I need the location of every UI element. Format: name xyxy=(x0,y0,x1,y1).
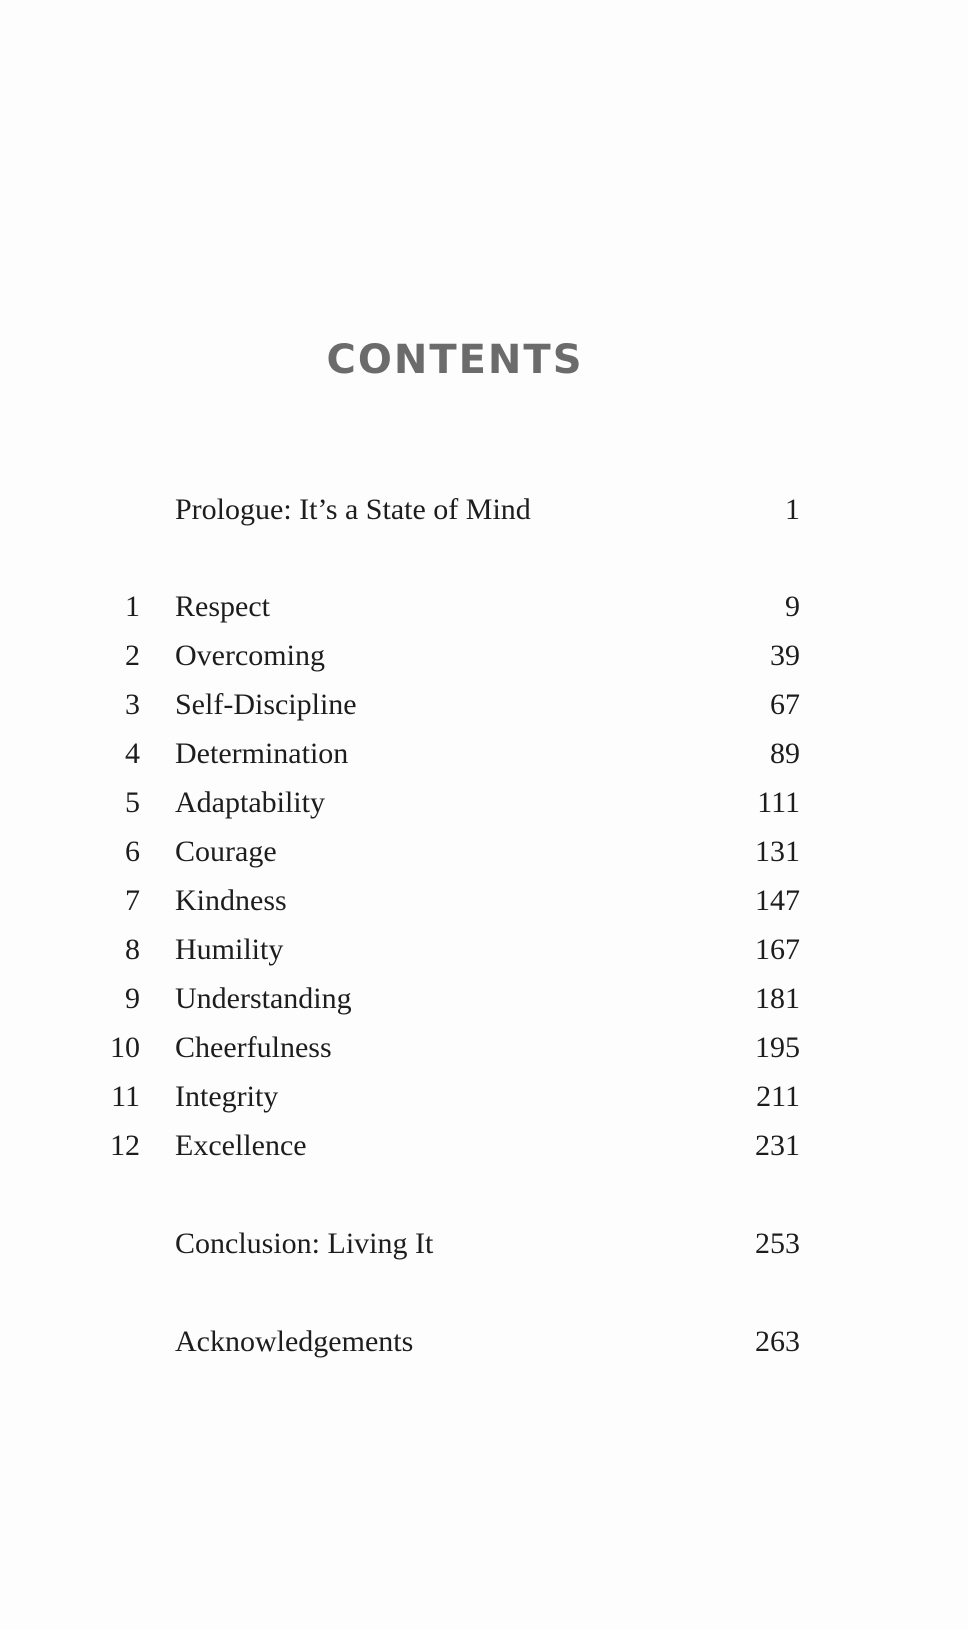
chapter-number: 8 xyxy=(125,933,140,966)
toc-entry-label: Acknowledgements xyxy=(175,1325,414,1358)
toc-entry-chapter-1 xyxy=(0,585,968,629)
toc-page-number: 263 xyxy=(755,1325,800,1358)
toc-entry-chapter-10 xyxy=(0,1026,968,1070)
toc-page-number: 253 xyxy=(755,1227,800,1260)
toc-entry-label: Determination xyxy=(175,737,349,770)
toc-entry-label: Self-Discipline xyxy=(175,688,357,721)
toc-entry-chapter-11 xyxy=(0,1075,968,1119)
toc-page-number: 9 xyxy=(785,590,800,623)
chapter-number: 12 xyxy=(110,1129,140,1162)
chapter-number: 6 xyxy=(125,835,140,868)
toc-entry-chapter-3 xyxy=(0,683,968,727)
toc-entry-label: Adaptability xyxy=(175,786,325,819)
toc-page-number: 111 xyxy=(757,786,800,819)
toc-page-number: 167 xyxy=(755,933,800,966)
toc-entry-chapter-7 xyxy=(0,879,968,923)
toc-page-number: 131 xyxy=(755,835,800,868)
toc-page-number: 181 xyxy=(755,982,800,1015)
toc-entry-prologue xyxy=(0,488,968,532)
toc-entry-label: Courage xyxy=(175,835,277,868)
toc-entry-label: Humility xyxy=(175,933,284,966)
toc-page-number: 1 xyxy=(785,493,800,526)
chapter-number: 11 xyxy=(111,1080,140,1113)
toc-page-number: 39 xyxy=(770,639,800,672)
chapter-number: 5 xyxy=(125,786,140,819)
chapter-number: 4 xyxy=(125,737,140,770)
toc-entry-acknowledgements xyxy=(0,1320,968,1364)
toc-entry-chapter-12 xyxy=(0,1124,968,1168)
chapter-number: 10 xyxy=(110,1031,140,1064)
toc-entry-label: Understanding xyxy=(175,982,352,1015)
toc-page-number: 89 xyxy=(770,737,800,770)
page-title: CONTENTS xyxy=(326,337,584,383)
toc-page-number: 67 xyxy=(770,688,800,721)
toc-entry-label: Cheerfulness xyxy=(175,1031,332,1064)
toc-entry-label: Excellence xyxy=(175,1129,307,1162)
chapter-number: 2 xyxy=(125,639,140,672)
toc-entry-chapter-5 xyxy=(0,781,968,825)
toc-page-number: 195 xyxy=(755,1031,800,1064)
toc-entry-label: Kindness xyxy=(175,884,287,917)
toc-entry-label: Prologue: It’s a State of Mind xyxy=(175,493,531,526)
toc-entry-label: Integrity xyxy=(175,1080,279,1113)
chapter-number: 7 xyxy=(125,884,140,917)
toc-page-number: 211 xyxy=(756,1080,800,1113)
toc-page-number: 147 xyxy=(755,884,800,917)
chapter-number: 1 xyxy=(125,590,140,623)
chapter-number: 3 xyxy=(125,688,140,721)
toc-entry-chapter-4 xyxy=(0,732,968,776)
toc-entry-chapter-6 xyxy=(0,830,968,874)
toc-entry-chapter-2 xyxy=(0,634,968,678)
toc-page-number: 231 xyxy=(755,1129,800,1162)
toc-entry-label: Respect xyxy=(175,590,270,623)
chapter-number: 9 xyxy=(125,982,140,1015)
toc-entry-label: Overcoming xyxy=(175,639,325,672)
toc-entry-chapter-9 xyxy=(0,977,968,1021)
toc-entry-chapter-8 xyxy=(0,928,968,972)
toc-entry-label: Conclusion: Living It xyxy=(175,1227,434,1260)
toc-entry-conclusion xyxy=(0,1222,968,1266)
